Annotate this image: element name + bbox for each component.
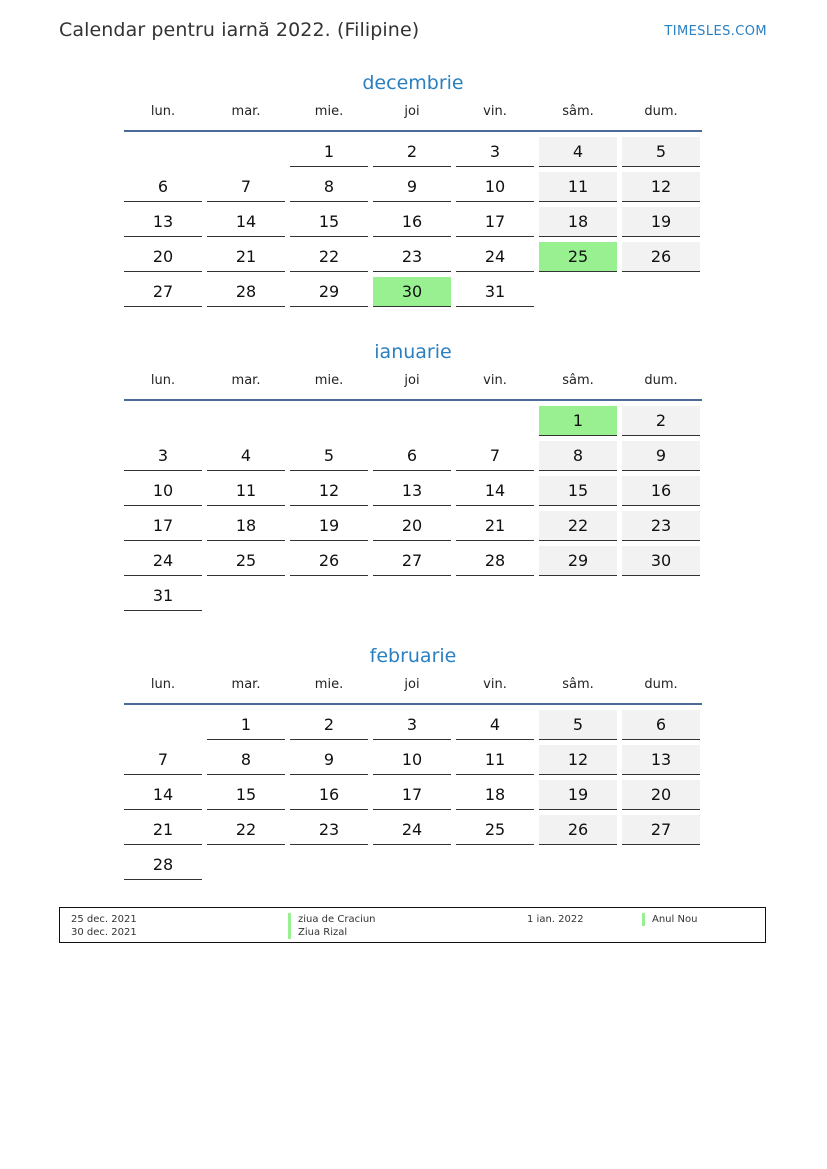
header-rule [124,399,702,401]
day-cell: 11 [539,172,617,202]
day-cell: 3 [373,710,451,740]
weekday-label: sâm. [562,677,594,692]
header-rule [124,130,702,132]
holiday-date: 1 ian. 2022 [527,914,584,925]
holiday-name: Anul Nou [642,913,697,926]
day-cell: 14 [124,780,202,810]
day-cell: 10 [124,476,202,506]
day-cell: 13 [622,745,700,775]
day-cell: 15 [290,207,368,237]
holiday-legend [59,907,766,943]
weekday-label: lun. [150,373,176,388]
day-cell: 17 [124,511,202,541]
weekday-label: vin. [483,373,507,388]
day-cell: 2 [622,406,700,436]
day-cell: 3 [456,137,534,167]
day-cell: 17 [456,207,534,237]
day-grid [124,710,702,880]
empty-cell [373,406,451,436]
day-cell: 1 [207,710,285,740]
weekday-label: mie. [314,104,344,119]
day-cell: 6 [124,172,202,202]
day-cell: 20 [124,242,202,272]
day-cell: 10 [456,172,534,202]
day-cell: 24 [456,242,534,272]
day-cell: 31 [456,277,534,307]
day-cell: 16 [373,207,451,237]
empty-cell [124,710,202,740]
empty-cell [290,406,368,436]
day-cell: 27 [373,546,451,576]
day-cell: 12 [622,172,700,202]
day-cell: 15 [539,476,617,506]
day-cell: 18 [539,207,617,237]
empty-cell [207,406,285,436]
weekday-label: lun. [150,677,176,692]
month-block-february [124,643,702,880]
day-cell: 4 [456,710,534,740]
day-cell: 3 [124,441,202,471]
day-cell: 26 [290,546,368,576]
weekday-label: joi [404,677,420,692]
weekday-header [124,373,702,395]
weekday-label: sâm. [562,104,594,119]
day-cell: 9 [373,172,451,202]
day-cell: 28 [456,546,534,576]
day-cell: 16 [622,476,700,506]
day-cell: 11 [207,476,285,506]
day-cell: 21 [207,242,285,272]
day-cell: 20 [373,511,451,541]
day-cell: 5 [290,441,368,471]
day-cell: 24 [124,546,202,576]
legend-row [60,913,765,926]
empty-cell [124,137,202,167]
day-cell: 4 [539,137,617,167]
weekday-header [124,104,702,126]
day-cell: 10 [373,745,451,775]
day-cell: 28 [124,850,202,880]
page-title: Calendar pentru iarnă 2022. (Filipine) [59,19,420,41]
day-cell: 17 [373,780,451,810]
day-cell: 22 [207,815,285,845]
day-cell: 7 [207,172,285,202]
weekday-label: joi [404,373,420,388]
day-cell: 15 [207,780,285,810]
day-cell: 1 [290,137,368,167]
day-cell: 14 [207,207,285,237]
day-cell: 19 [539,780,617,810]
day-cell: 8 [539,441,617,471]
day-grid [124,406,702,611]
day-cell: 4 [207,441,285,471]
day-cell: 11 [456,745,534,775]
weekday-label: mar. [231,677,261,692]
day-cell: 7 [456,441,534,471]
weekday-label: joi [404,104,420,119]
month-title: decembrie [362,72,464,94]
day-cell: 8 [290,172,368,202]
holiday-day-cell: 30 [373,277,451,307]
day-cell: 9 [290,745,368,775]
weekday-header [124,677,702,699]
holiday-day-cell: 25 [539,242,617,272]
weekday-label: dum. [644,104,678,119]
day-cell: 23 [290,815,368,845]
day-cell: 24 [373,815,451,845]
day-cell: 21 [456,511,534,541]
day-grid [124,137,702,307]
day-cell: 13 [124,207,202,237]
weekday-label: mar. [231,104,261,119]
month-block-december [124,70,702,307]
empty-cell [124,406,202,436]
day-cell: 18 [456,780,534,810]
day-cell: 14 [456,476,534,506]
day-cell: 22 [290,242,368,272]
day-cell: 27 [622,815,700,845]
day-cell: 6 [373,441,451,471]
header-rule [124,703,702,705]
month-title: februarie [369,645,457,667]
weekday-label: mie. [314,677,344,692]
day-cell: 12 [290,476,368,506]
day-cell: 31 [124,581,202,611]
day-cell: 21 [124,815,202,845]
weekday-label: dum. [644,373,678,388]
day-cell: 23 [622,511,700,541]
day-cell: 13 [373,476,451,506]
day-cell: 30 [622,546,700,576]
legend-row [60,926,765,939]
weekday-label: mar. [231,373,261,388]
day-cell: 29 [290,277,368,307]
weekday-label: lun. [150,104,176,119]
day-cell: 22 [539,511,617,541]
holiday-date: 30 dec. 2021 [71,927,137,938]
day-cell: 29 [539,546,617,576]
holiday-name: Ziua Rizal [288,926,347,939]
site-link[interactable]: TIMESLES.COM [664,24,767,39]
day-cell: 2 [290,710,368,740]
day-cell: 28 [207,277,285,307]
day-cell: 26 [622,242,700,272]
day-cell: 25 [456,815,534,845]
day-cell: 9 [622,441,700,471]
day-cell: 2 [373,137,451,167]
weekday-label: mie. [314,373,344,388]
holiday-date: 25 dec. 2021 [71,914,137,925]
day-cell: 20 [622,780,700,810]
day-cell: 27 [124,277,202,307]
weekday-label: vin. [483,104,507,119]
holiday-day-cell: 1 [539,406,617,436]
empty-cell [456,406,534,436]
day-cell: 25 [207,546,285,576]
month-block-january [124,339,702,611]
weekday-label: vin. [483,677,507,692]
day-cell: 6 [622,710,700,740]
weekday-label: dum. [644,677,678,692]
day-cell: 16 [290,780,368,810]
day-cell: 5 [622,137,700,167]
empty-cell [207,137,285,167]
day-cell: 18 [207,511,285,541]
day-cell: 23 [373,242,451,272]
month-title: ianuarie [374,341,452,363]
holiday-name: ziua de Craciun [288,913,376,926]
day-cell: 7 [124,745,202,775]
weekday-label: sâm. [562,373,594,388]
day-cell: 26 [539,815,617,845]
day-cell: 19 [290,511,368,541]
day-cell: 19 [622,207,700,237]
day-cell: 5 [539,710,617,740]
day-cell: 8 [207,745,285,775]
day-cell: 12 [539,745,617,775]
